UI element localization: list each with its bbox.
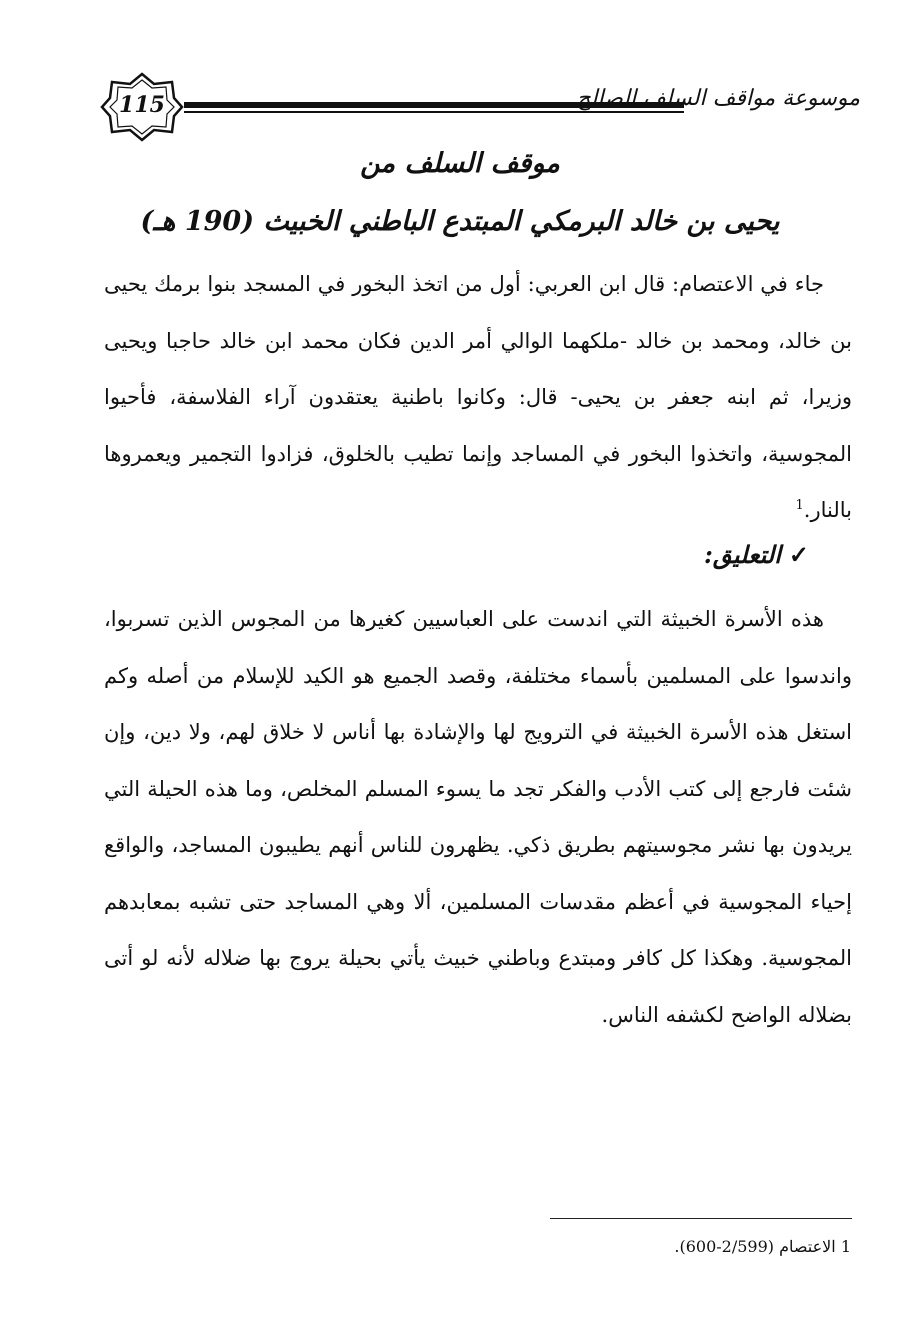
commentary-heading — [704, 540, 809, 569]
page-number-badge — [100, 72, 184, 142]
chapter-title-line-2: يحيى بن خالد البرمكي المبتدع الباطني الخبيث (190 هـ) — [140, 206, 780, 237]
series-title: موسوعة مواقف السلف الصالح — [576, 86, 860, 111]
quote-text: جاء في الاعتصام: قال ابن العربي: أول من اتخذ البخور في المسجد بنوا برمك يحيى بن خالد، ومحمد بن خالد -ملكهما الوالي أمر الدين فكان محمد ابن خالد حاجبا ويحيى وزيرا، ثم ابنه جعفر بن يحيى- قال: وكانوا باطنية يعتقدون آراء الفلاسفة، فأحيوا المجوسية، واتخذوا البخور في المساجد وإنما تطيب بالخلوق، فزادوا التجمير ويعمروها بالنار. — [104, 272, 852, 522]
commentary-label: التعليق: — [704, 540, 781, 569]
page-header — [100, 72, 860, 142]
footnote — [431, 1237, 851, 1256]
page-number: 115 — [119, 92, 165, 118]
footnote-reference: 1 — [795, 498, 804, 513]
body-paragraph-quote — [104, 256, 852, 539]
footnote-separator — [550, 1218, 852, 1219]
footnote-text: الاعتصام (2/599-600). — [674, 1237, 836, 1256]
body-paragraph-commentary: هذه الأسرة الخبيثة التي اندست على العباسيين كغيرها من المجوس الذين تسربوا، واندسوا على المسلمين بأسماء مختلفة، وقصد الجميع هو الكيد للإسلام من أصله وكم استغل هذه الأسرة الخبيثة في الترويج لها والإشادة بها أناس لا خلاق لهم، ولا دين، وإن شئت فارجع إلى كتب الأدب والفكر تجد ما يسوء المسلم المخلص، وما هذه الحيلة التي يريدون بها نشر مجوسيتهم بطريق ذكي. يظهرون للناس أنهم يطيبون المساجد، والواقع إحياء المجوسية في أعظم مقدسات المسلمين، ألا وهي المساجد حتى تشبه بمعابدهم المجوسية. وهكذا كل كافر ومبتدع وباطني خبيث يأتي بحيلة يروج بها ضلاله لأنه لو أتى بضلاله الواضح لكشفه الناس. — [104, 607, 852, 1027]
checkmark-icon: ✓ — [788, 540, 809, 569]
footnote-number: 1 — [840, 1237, 851, 1256]
chapter-title-line-1: موقف السلف من — [360, 148, 560, 179]
